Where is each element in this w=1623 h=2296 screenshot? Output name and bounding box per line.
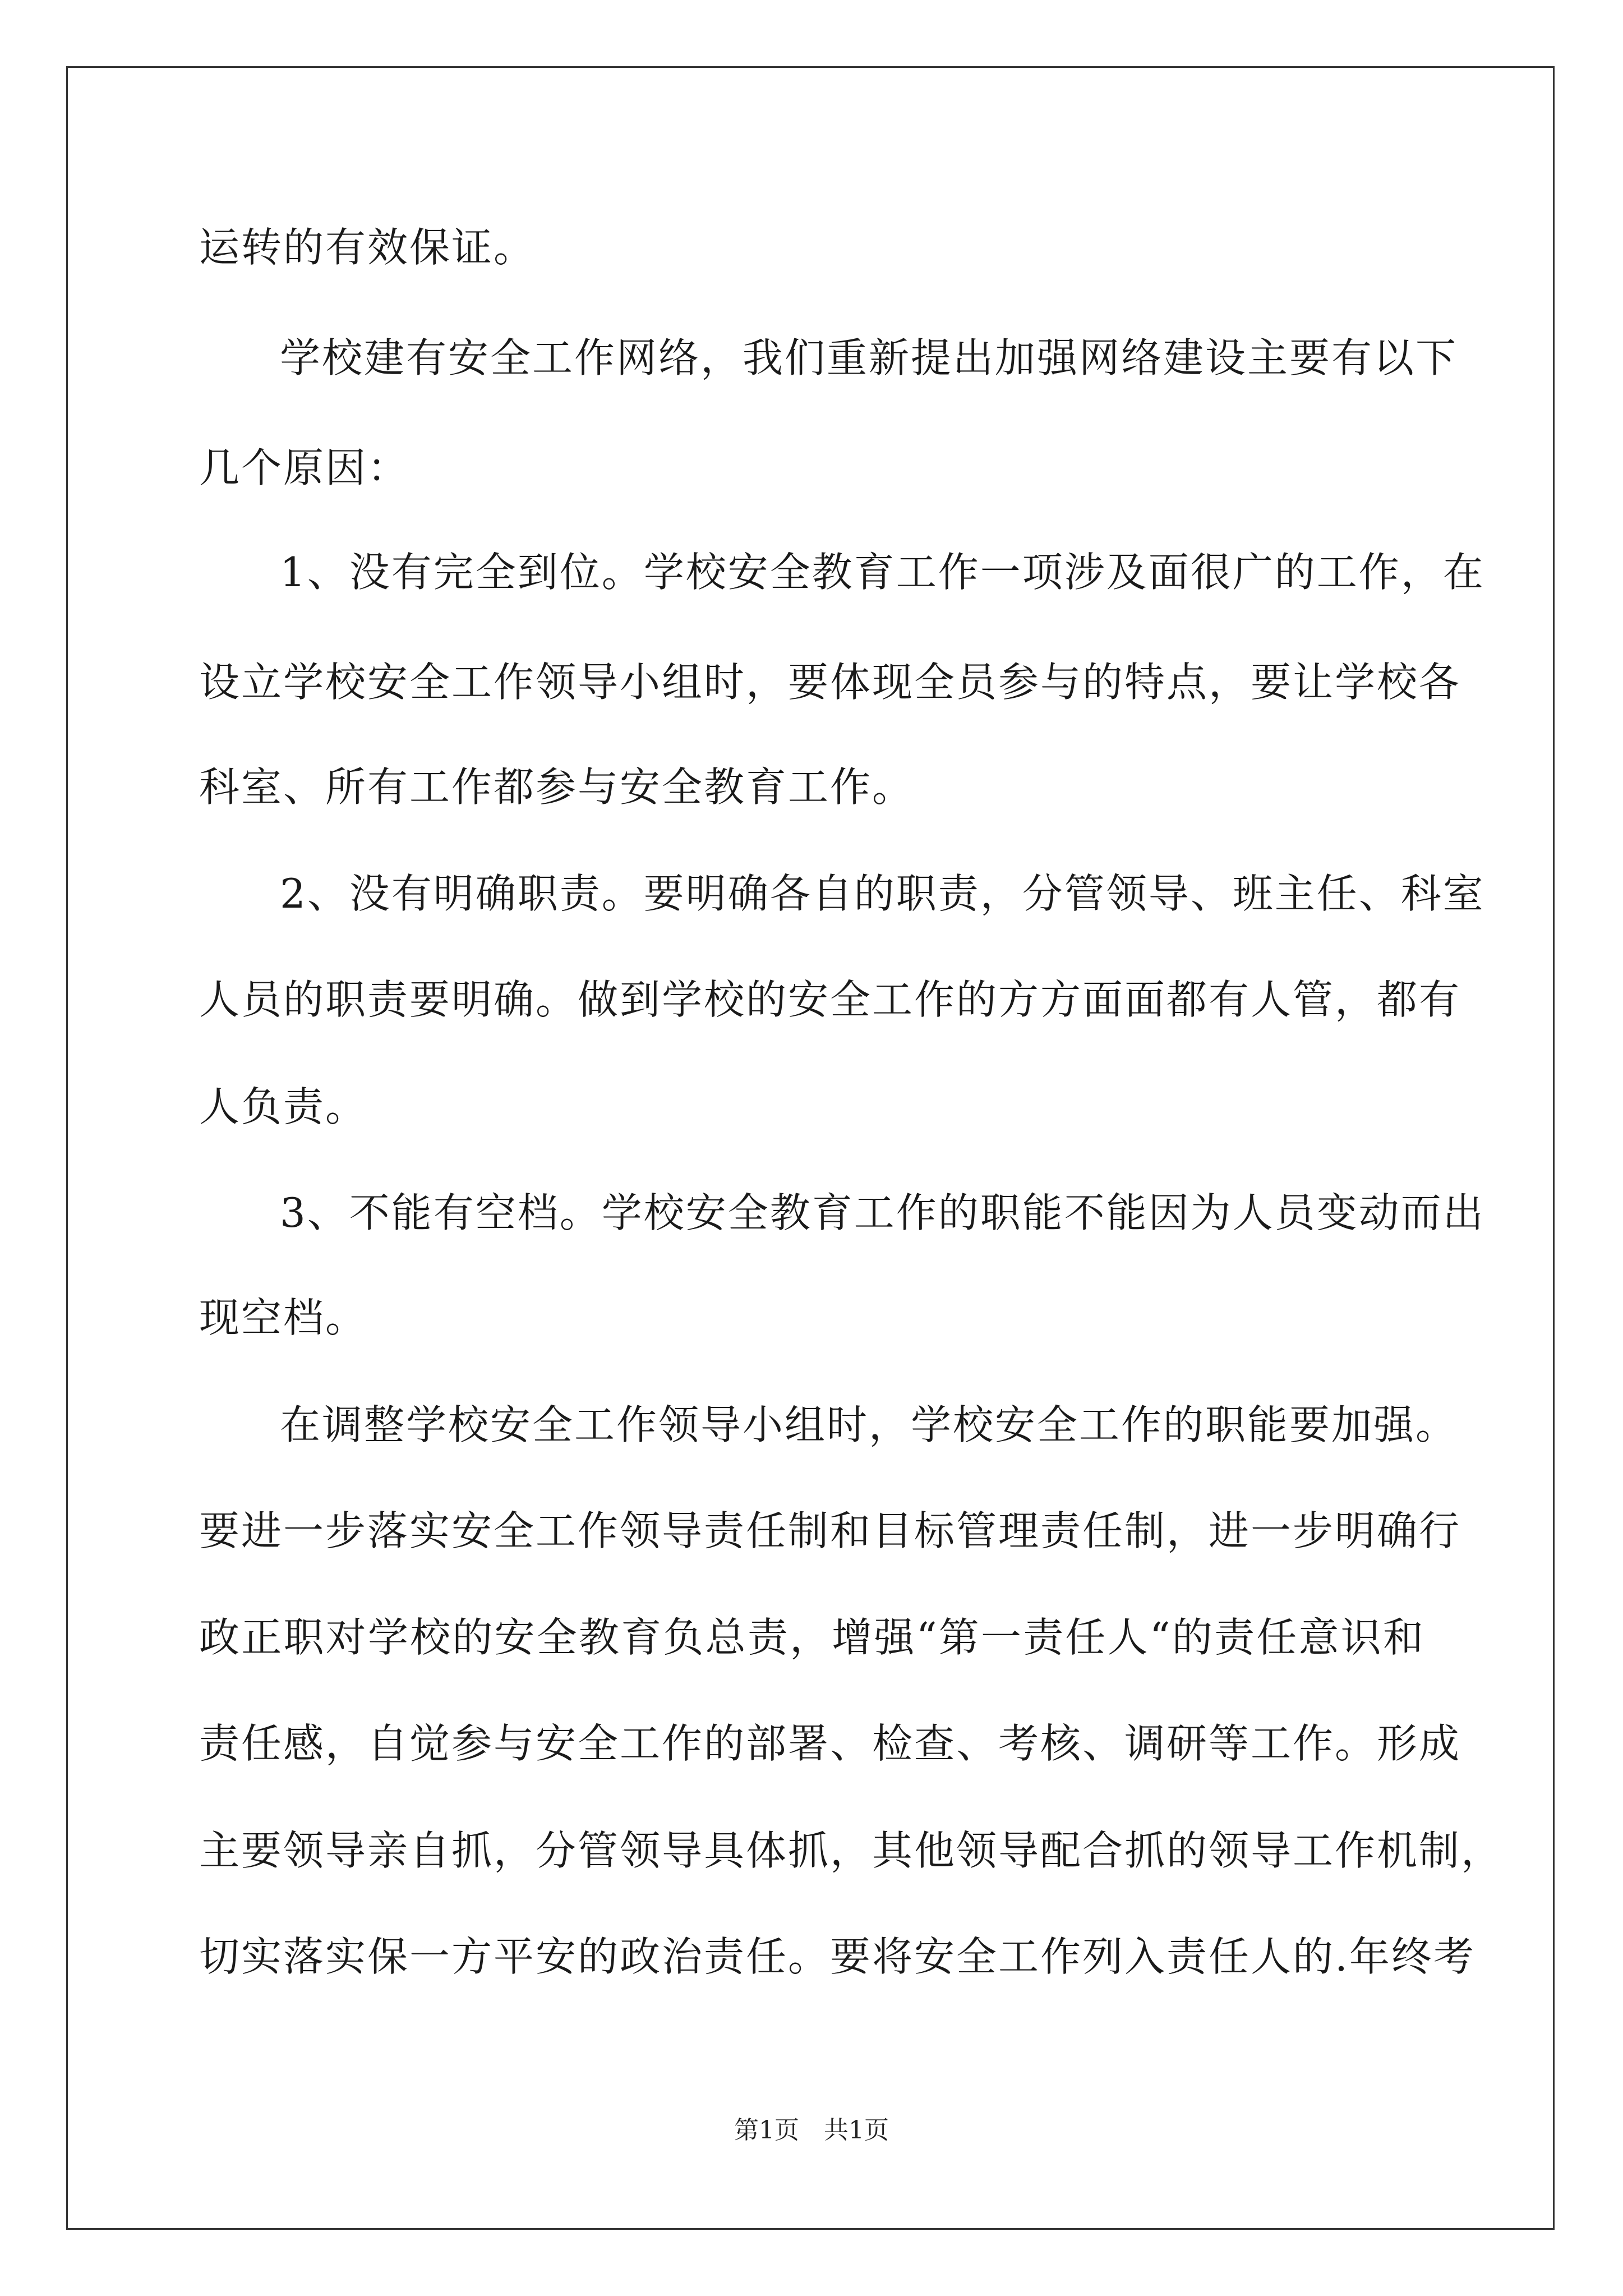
text-line: 在调整学校安全工作领导小组时，学校安全工作的职能要加强。: [280, 1401, 1458, 1448]
text-line: 政正职对学校的安全教育负总责，增强“第一责任人“的责任意识和: [199, 1614, 1425, 1661]
text-line: 责任感，自觉参与安全工作的部署、检查、考核、调研等工作。形成: [199, 1720, 1461, 1767]
text-line: 1、没有完全到位。学校安全教育工作一项涉及面很广的工作，在: [280, 549, 1485, 596]
text-line: 2、没有明确职责。要明确各自的职责，分管领导、班主任、科室: [280, 870, 1485, 917]
text-line: 学校建有安全工作网络，我们重新提出加强网络建设主要有以下: [280, 334, 1458, 381]
text-line: 现空档。: [199, 1294, 368, 1341]
text-line: 3、不能有空档。学校安全教育工作的职能不能因为人员变动而出: [280, 1189, 1485, 1236]
page-footer: [0, 2114, 1623, 2147]
page-total: 共1页: [824, 2116, 889, 2145]
text-line: 几个原因：: [199, 444, 410, 491]
page-number: 第1页: [734, 2116, 799, 2145]
text-line: 切实落实保一方平安的政治责任。要将安全工作列入责任人的.年终考: [199, 1933, 1476, 1980]
text-line: 运转的有效保证。: [199, 224, 536, 271]
text-line: 设立学校安全工作领导小组时，要体现全员参与的特点，要让学校各: [199, 659, 1461, 706]
text-line: 人负责。: [199, 1083, 368, 1130]
text-line: 人员的职责要明确。做到学校的安全工作的方方面面都有人管，都有: [199, 976, 1461, 1023]
text-line: 要进一步落实安全工作领导责任制和目标管理责任制，进一步明确行: [199, 1507, 1461, 1554]
text-line: 主要领导亲自抓，分管领导具体抓，其他领导配合抓的领导工作机制，: [199, 1827, 1504, 1874]
page-border: [66, 66, 1555, 2230]
text-line: 科室、所有工作都参与安全教育工作。: [199, 763, 915, 811]
